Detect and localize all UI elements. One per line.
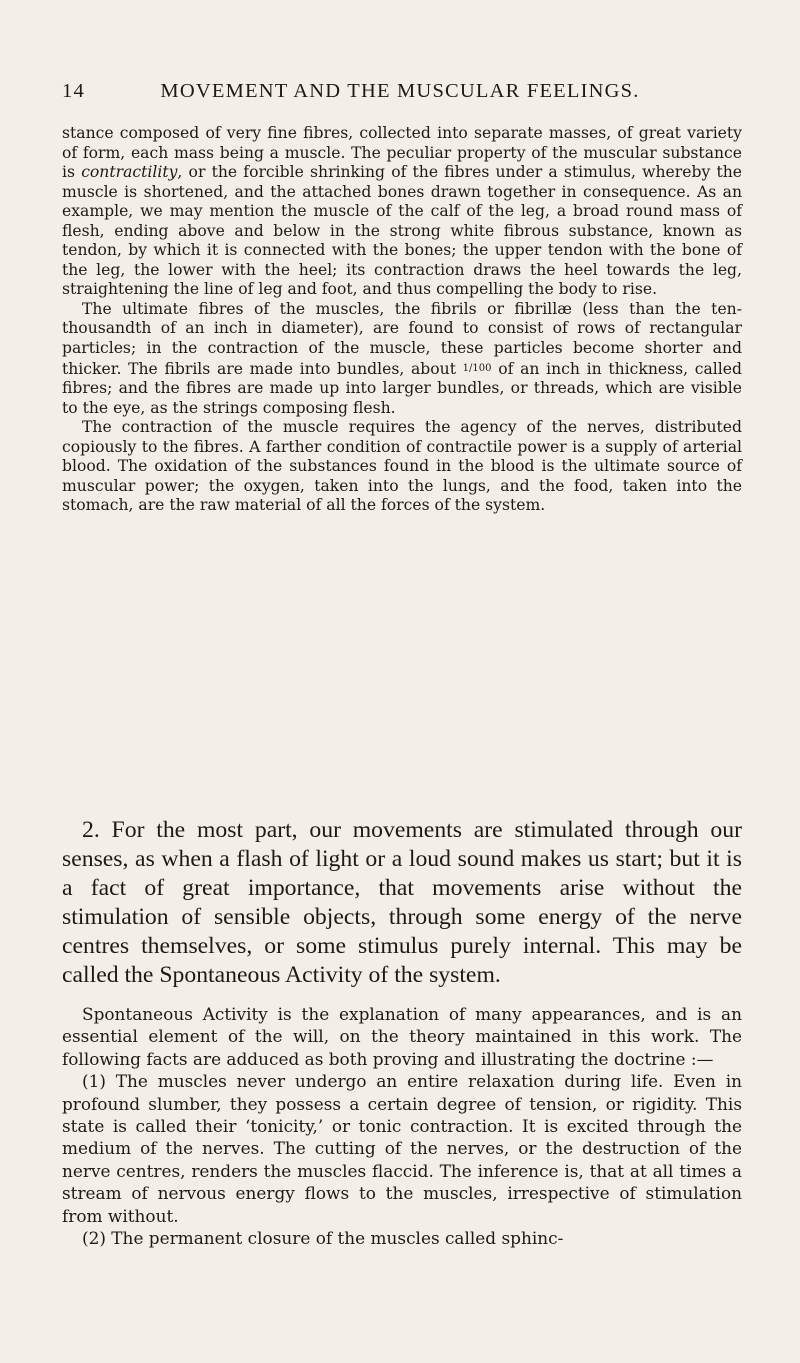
paragraph-tonicity: (1) The muscles never undergo an entire relaxation during life. Even in profound slumber, they possess a certain degree of tension, or rigidity. This state is called their ‘tonicity,’ or tonic contraction. It is excited through the medium of the nerves. The cutting of the nerves, or the destruction of the nerve centres, renders the muscles flaccid. The inference is, that at all times a stream of nervous energy flows to the muscles, irrespective of stimulation from without. [62, 1071, 742, 1226]
paragraph-text: The ultimate fibres of the muscles, the fibrils or fibrillæ (less than the ten-thousandth of an inch in diameter), are found to consist of rows of rectangular particles; in the contraction of the muscle, these particles become shorter and thicker. The fibrils are made into bundles, about [62, 299, 742, 378]
paragraph-text: stance composed of very fine fibres, collected into separate masses, of great variety of form, each mass being a muscle. The peculiar property of the muscular substance is [62, 124, 742, 182]
page-number: 14 [62, 80, 85, 102]
paragraph-text: , or the forcible shrinking of the fibres under a stimulus, whereby the muscle is shortened, and the attached bones drawn together in consequence. As an example, we may mention the muscle of the calf of the leg, a broad round mass of flesh, ending above and below in the strong white fibrous substance, known as tendon, by which it is connected with the bones; the upper tendon with the bone of the leg, the lower with the heel; its contraction draws the heel towards the leg, straightening the line of leg and foot, and thus compelling the body to rise. [62, 163, 742, 299]
paragraph-text: of an inch in thickness, called fibres; and the fibres are made up into larger bundles, or threads, which are visible to the eye, as the strings composing flesh. [62, 359, 742, 417]
paragraph-spontaneous-activity: Spontaneous Activity is the explanation of many appearances, and is an essential element of the will, on the theory maintained in this work. The following facts are adduced as both proving and illustrating the doctrine :— [62, 1004, 742, 1069]
running-title: MOVEMENT AND THE MUSCULAR FEELINGS. [160, 80, 640, 102]
paragraph-fibrils [62, 300, 742, 418]
section-2-statement [62, 816, 742, 991]
section-2-detail [62, 1003, 742, 1249]
paragraph-sphincters: (2) The permanent closure of the muscles called sphinc- [82, 1228, 564, 1249]
fraction: 1/100 [462, 362, 492, 374]
body-text [62, 124, 742, 516]
section-2-text: 2. For the most part, our movements are stimulated through our senses, as when a flash of light or a loud sound makes us start; but it is a fact of great importance, that movements arise without the stimulation of sensible objects, through some energy of the nerve centres themselves, or some stimulus purely internal. This may be called the Spontaneous Activity of the system. [62, 817, 742, 989]
paragraph-contraction: The contraction of the muscle requires the agency of the nerves, distributed copiously to the fibres. A farther condition of contractile power is a supply of arterial blood. The oxidation of the substances found in the blood is the ultimate source of muscular power; the oxygen, taken into the lungs, and the food, taken into the stomach, are the raw material of all the forces of the system. [62, 418, 742, 515]
running-head [62, 80, 738, 110]
paragraph-muscle-structure [62, 124, 742, 300]
italic-term: contractility [81, 163, 178, 182]
